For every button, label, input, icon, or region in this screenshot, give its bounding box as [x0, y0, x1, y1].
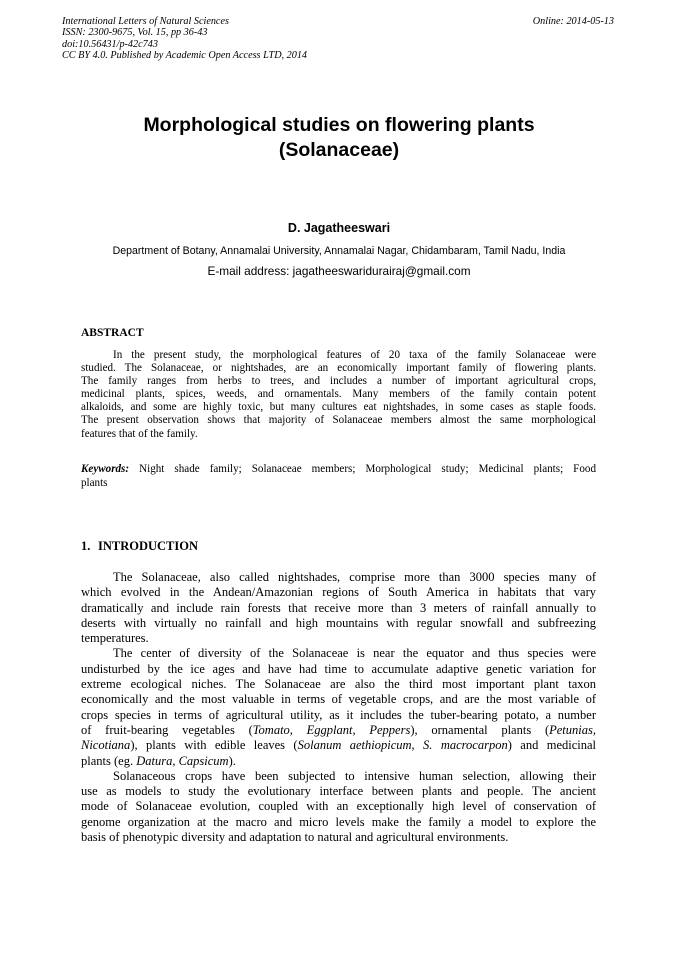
intro-italic: Datura, Capsicum — [136, 753, 229, 768]
abstract-line: features that of the family. — [81, 427, 198, 440]
intro-text: plants (eg. — [81, 753, 137, 768]
keywords — [81, 463, 596, 490]
author-email: E-mail address: jagatheeswaridurairaj@gmail.com — [207, 264, 471, 278]
abstract-line: The present observation shows that majority of Solanaceae members almost the same morphological — [81, 414, 596, 427]
author-affiliation: Department of Botany, Annamalai University, Annamalai Nagar, Chidambaram, Tamil Nadu, India — [112, 245, 566, 257]
author-name: D. Jagatheeswari — [287, 221, 391, 235]
intro-text: ) and medicinal — [507, 738, 597, 753]
intro-line: dramatically and include rain forests that receive more than 3 meters of rainfall annually to — [81, 600, 596, 615]
intro-line: economically and the most valuable in terms of vegetable crops, and are the most variable of — [81, 692, 596, 707]
abstract-line: alkaloids, and some are highly toxic, but many cultures eat nightshades, in some cases as staple foods. — [81, 401, 596, 414]
keywords-label: Keywords — [81, 463, 126, 475]
intro-line: genome organization at the macro and micro levels make the family a model to explore the — [81, 814, 596, 829]
intro-line: deserts with virtually no rainfall and high mountains with regular snowfall and subfreezing — [81, 615, 596, 630]
journal-issn: ISSN: 2300-9675, Vol. 15, pp 36-43 — [62, 27, 208, 39]
intro-text: ). — [228, 753, 236, 768]
keywords-list-cont: plants — [81, 476, 108, 489]
intro-italic: Petunias, — [549, 722, 596, 737]
intro-line: crops species in terms of agricultural utility, as it includes the tuber-bearing potato, a number — [81, 707, 596, 722]
keywords-colon: : — [125, 463, 130, 475]
section-heading-introduction — [81, 539, 198, 554]
abstract-heading: ABSTRACT — [81, 327, 144, 339]
intro-line: extreme ecological niches. The Solanaceae are also the third most important plant taxon — [81, 677, 596, 692]
section-title: INTRODUCTION — [98, 539, 199, 553]
intro-line: basis of phenotypic diversity and adaptation to natural and agricultural environments. — [81, 830, 509, 845]
journal-license: CC BY 4.0. Published by Academic Open Access LTD, 2014 — [62, 50, 308, 62]
intro-line: mode of Solanaceae evolution, coupled with an exceptionally high level of conservation of — [81, 799, 596, 814]
journal-name: International Letters of Natural Sciences — [62, 16, 229, 27]
title-line-1: Morphological studies on flowering plants — [143, 114, 535, 136]
online-date: Online: 2014-05-13 — [532, 16, 614, 27]
intro-text: ), plants with edible leaves ( — [130, 738, 298, 753]
introduction-body — [81, 570, 596, 845]
intro-line — [81, 738, 596, 753]
intro-text: of fruit-bearing vegetables ( — [81, 722, 253, 737]
journal-header — [62, 16, 307, 62]
abstract-line: The family ranges from herbs to trees, and includes a number of important agricultural crops, — [81, 375, 596, 388]
abstract-line: medicinal plants, spices, weeds, and ornamentals. Many members of the family contain potent — [81, 388, 596, 401]
intro-text: ), ornamental plants ( — [410, 722, 550, 737]
intro-line — [81, 754, 596, 769]
intro-line: The Solanaceae, also called nightshades, comprise more than 3000 species many of — [113, 570, 596, 584]
abstract-line: studied. The Solanaceae, or nightshades, are an economically important family of flowering plants. — [81, 362, 596, 375]
intro-line: Solanaceous crops have been subjected to intensive human selection, allowing their — [113, 768, 596, 783]
intro-line: use as models to study the evolutionary interface between plants and people. The ancient — [81, 784, 596, 799]
intro-italic: Tomato, Eggplant, Peppers — [252, 722, 411, 737]
intro-italic: Solanum aethiopicum, S. macrocarpon — [297, 738, 508, 753]
abstract-line: In the present study, the morphological features of 20 taxa of the family Solanaceae were — [113, 349, 596, 361]
abstract-body — [81, 349, 596, 441]
title-line-2: (Solanaceae) — [278, 139, 400, 161]
paper-title — [60, 113, 618, 163]
journal-doi: doi:10.56431/p-42c743 — [62, 38, 158, 50]
intro-line: The center of diversity of the Solanaceae is near the equator and thus species were — [113, 646, 596, 661]
intro-line: which evolved in the Andean/Amazonian regions of South America in habitats that vary — [81, 585, 596, 600]
intro-line — [81, 723, 596, 738]
section-number: 1. — [81, 539, 91, 553]
keywords-list: Night shade family; Solanaceae members; Morphological study; Medicinal plants; Food — [139, 463, 596, 475]
intro-line: undisturbed by the ice ages and have had time to accumulate adaptive genetic variation for — [81, 661, 596, 676]
intro-line: temperatures. — [81, 631, 149, 646]
intro-italic: Nicotiana — [81, 738, 131, 753]
